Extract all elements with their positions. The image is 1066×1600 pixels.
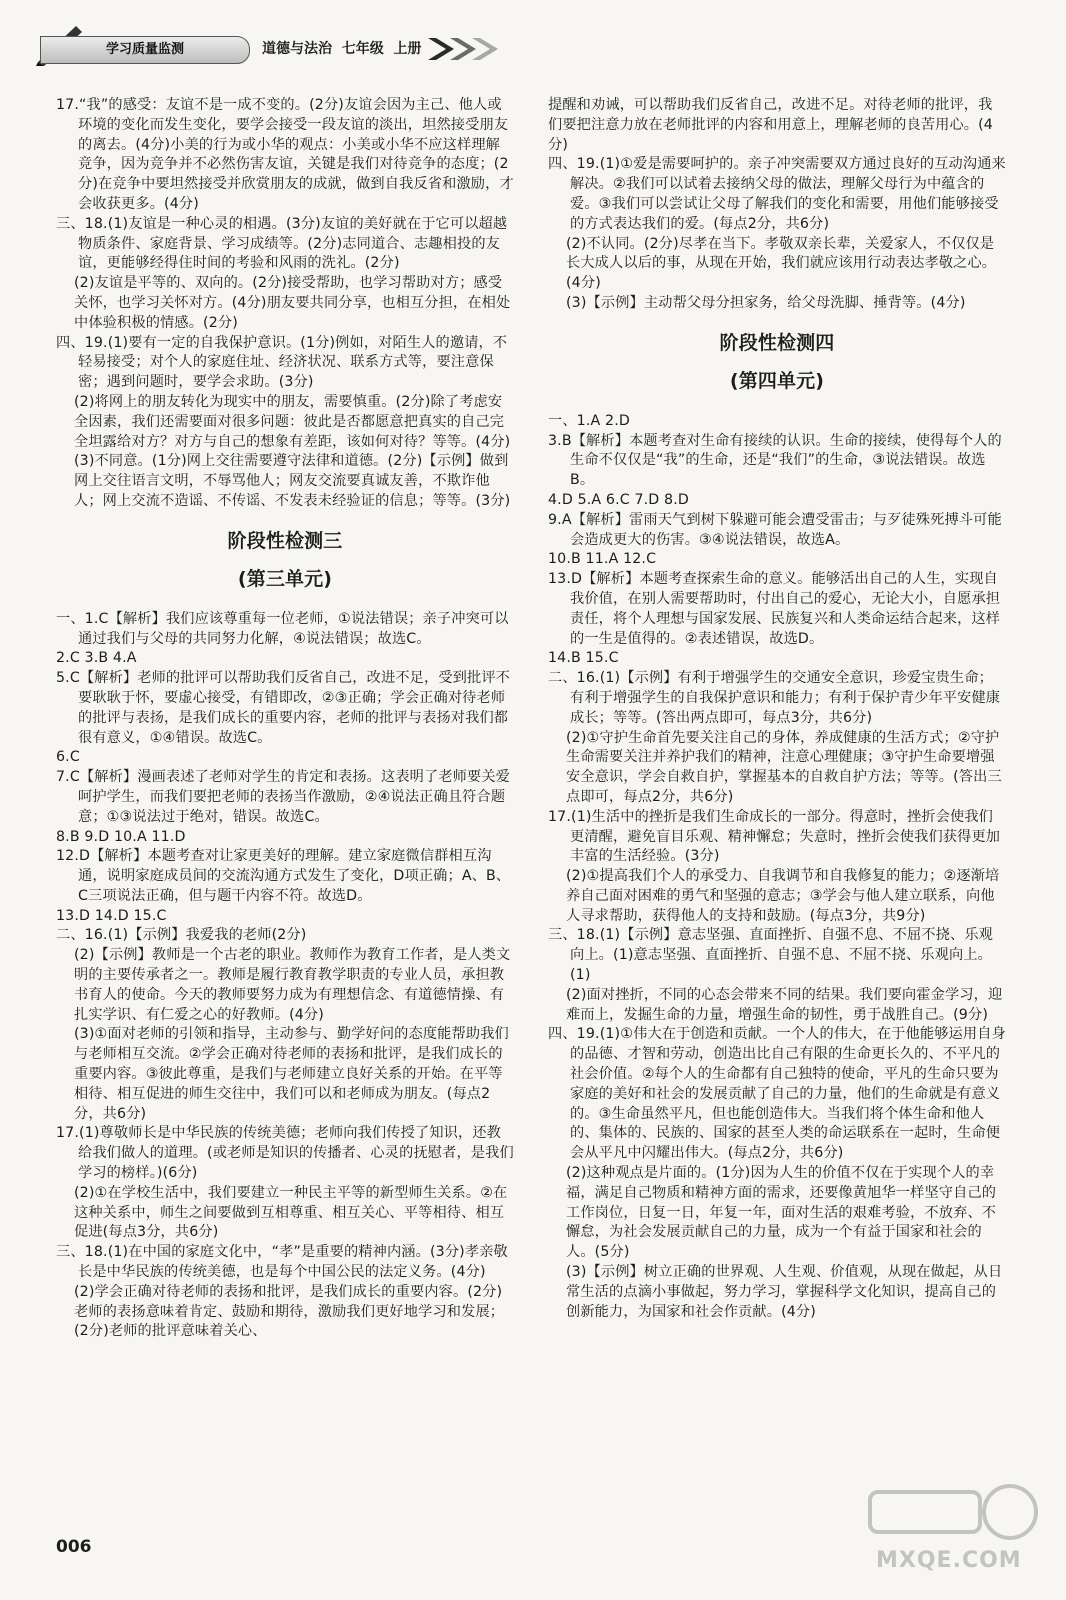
brand-label: 学习质量监测 [40,36,250,64]
answer-paragraph: 10.B 11.A 12.C [548,551,657,568]
page-number: 006 [56,1537,92,1557]
answer-paragraph: (3)不同意。(1分)网上交往需要遵守法律和道德。(2分)【示例】做到网上交往语言文明，不辱骂他人；网友交流要真诚友善，不欺诈他人；网上交流不造谣、不传谣、不发表未经验证的信息；等等。(3分) [74,453,511,509]
answer-paragraph: 17.(1)尊敬师长是中华民族的传统美德；老师向我们传授了知识，还教给我们做人的道理。(或老师是知识的传播者、心灵的抚慰者，是我们学习的榜样。)(6分) [56,1125,514,1182]
answer-paragraph: 一、1.A 2.D [548,412,630,429]
answer-paragraph: 7.C【解析】漫画表述了老师对学生的肯定和表扬。这表明了老师要关爱呵护学生，而我们要把老师的表扬当作激励，②④说法正确且符合题意；①③说法过于绝对，错误。故选C。 [56,769,511,825]
right-column [548,96,1006,1322]
answer-paragraph: (2)【示例】教师是一个古老的职业。教师作为教育工作者，是人类文明的主要传承者之一。教师是履行教育教学职责的专业人员，承担教书育人的使命。今天的教师要努力成为有理想信念、有道德情操、有扎实学识、有仁爱之心的好教师。(4分) [74,947,511,1023]
watermark-logo-icon [860,1478,1040,1548]
answer-paragraph: 四、19.(1)①伟大在于创造和贡献。一个人的伟大，在于他能够运用自身的品德、才智和劳动，创造出比自己有限的生命更长久的、不平凡的社会价值。②每个人的生命都有自己独特的使命，平凡的生命只要为家庭的美好和社会的发展贡献了自己的力量，他们的生命就是有意义的。③生命虽然平凡，但也能创造伟大。当我们将个体生命和他人的、集体的、民族的、国家的甚至人类的命运联系在一起时，生命便会从平凡中闪耀出伟大。(每点2分，共6分) [548,1026,1006,1162]
answer-paragraph: 5.C【解析】老师的批评可以帮助我们反省自己，改进不足，受到批评不要耿耿于怀，要虚心接受，有错即改，②③正确；学会正确对待老师的批评与表扬，是我们成长的重要内容，老师的批评与表扬对我们都很有意义，①④错误。故选C。 [56,670,511,746]
watermark [860,1478,1040,1588]
answer-paragraph: 二、16.(1)【示例】有利于增强学生的交通安全意识，珍爱宝贵生命；有利于增强学生的自我保护意识和能力；有利于保护青少年平安健康成长；等等。(答出两点即可，每点3分，共6分) [548,670,1001,726]
section-title: 阶段性检测四 [719,331,835,354]
answer-paragraph: 13.D 14.D 15.C [56,907,167,924]
answer-paragraph: 2.C 3.B 4.A [56,650,137,667]
answer-paragraph: 17.(1)生活中的挫折是我们生命成长的一部分。得意时，挫折会使我们更清醒，避免盲目乐观、精神懈怠；失意时，挫折会使我们获得更加丰富的生活经验。(3分) [548,808,1001,865]
answer-paragraph: 12.D【解析】本题考查对让家更美好的理解。建立家庭微信群相互沟通，说明家庭成员间的交流沟通方式发生了变化，D项正确；A、B、C三项说法正确，但与题干内容不符。故选D。 [56,848,511,904]
answer-paragraph: 三、18.(1)【示例】意志坚强、直面挫折、自强不息、不屈不挠、乐观向上。(1)意志坚强、直面挫折、自强不息、不屈不挠、乐观向上。(1) [548,927,994,984]
answer-paragraph: (2)①守护生命首先要关注自己的身体，养成健康的生活方式；②守护生命需要关注并养护我们的精神，注意心理健康；③守护生命要增强安全意识，学会自救自护，掌握基本的自救自护方法；等等。(答出三点即可，每点2分，共6分) [566,729,1002,805]
answer-paragraph: 13.D【解析】本题考查探索生命的意义。能够活出自己的人生，实现自我价值，在别人需要帮助时，付出自己的爱心，无论大小，自愿承担责任，将个人理想与国家发展、民族复兴和人类命运结合起来，这样的一生是值得的。②表述错误，故选D。 [548,571,1001,647]
answer-paragraph: 14.B 15.C [548,650,619,667]
subject-label: 道德与法治 七年级 上册 [262,41,422,57]
answer-paragraph: 一、1.C【解析】我们应该尊重每一位老师，①说法错误；亲子冲突可以通过我们与父母的共同努力化解，④说法错误；故选C。 [56,610,509,647]
answer-paragraph: 三、18.(1)在中国的家庭文化中，“孝”是重要的精神内涵。(3分)孝亲敬长是中华民族的传统美德，也是每个中国公民的法定义务。(4分) [56,1244,508,1281]
answer-paragraph: (3)【示例】树立正确的世界观、人生观、价值观，从现在做起，从日常生活的点滴小事做起，努力学习，掌握科学文化知识，提高自己的创新能力，为国家和社会作贡献。(4分) [566,1264,1003,1320]
answer-paragraph: (2)①在学校生活中，我们要建立一种民主平等的新型师生关系。②在这种关系中，师生之间要做到互相尊重、相互关心、平等相待、相互促进(每点3分，共6分) [74,1184,508,1241]
answer-paragraph: 四、19.(1)①爱是需要呵护的。亲子冲突需要双方通过良好的互动沟通来解决。②我们可以试着去接纳父母的做法，理解父母行为中蕴含的爱。③我们可以尝试让父母了解我们的变化和需要，用他们能够接受的方式表达我们的爱。(每点2分，共6分) [548,156,1006,232]
section-subtitle: (第三单元) [237,567,333,590]
chevron-arrows-icon [428,36,508,62]
answer-paragraph: 8.B 9.D 10.A 11.D [56,828,186,845]
answer-paragraph: (3)【示例】主动帮父母分担家务，给父母洗脚、捶背等。(4分) [566,294,966,311]
page-header [40,30,500,70]
answer-paragraph: 二、16.(1)【示例】我爱我的老师(2分) [56,927,307,944]
section-subtitle: (第四单元) [729,369,825,392]
answer-paragraph: 提醒和劝诫，可以帮助我们反省自己，改进不足。对待老师的批评，我们要把注意力放在老师批评的内容和用意上，理解老师的良苦用心。(4分) [548,97,993,153]
answer-paragraph: (2)不认同。(2分)尽孝在当下。孝敬双亲长辈，关爱家人，不仅仅是长大成人以后的事，从现在开始，我们就应该用行动表达孝敬之心。(4分) [566,235,997,292]
answer-paragraph: (2)面对挫折，不同的心态会带来不同的结果。我们要向霍金学习，迎难而上，发掘生命的力量，增强生命的韧性，勇于战胜自己。(9分) [566,986,1003,1023]
watermark-text: MXQE.COM [876,1548,1022,1573]
answer-paragraph: (2)友谊是平等的、双向的。(2分)接受帮助，也学习帮助对方；感受关怀，也学习关怀对方。(4分)朋友要共同分享，也相互分担，在相处中体验积极的情感。(2分) [74,275,511,331]
answer-paragraph: 三、18.(1)友谊是一种心灵的相遇。(3分)友谊的美好就在于它可以超越物质条件、家庭背景、学习成绩等。(2分)志同道合、志趣相投的友谊，更能够经得住时间的考验和风雨的洗礼。(2分) [56,215,508,272]
answer-paragraph: 17.“我”的感受：友谊不是一成不变的。(2分)友谊会因为主己、他人或环境的变化而发生变化，要学会接受一段友谊的淡出，坦然接受朋友的离去。(4分)小美的行为或小华的观点：小美或小华不应这样理解竞争，因为竞争并不必然伤害友谊，关键是我们对待竞争的态度；(2分)在竞争中要坦然接受并欣赏朋友的成就，做到自我反省和激励，才会收获更多。(4分) [56,97,514,212]
answer-paragraph: (2)这种观点是片面的。(1分)因为人生的价值不仅在于实现个人的幸福，满足自己物质和精神方面的需求，还要像黄旭华一样坚守自己的工作岗位，日复一日，年复一年，面对生活的艰难考验，不放弃、不懈怠，为社会发展贡献自己的力量，成为一个有益于国家和社会的人。(5分) [566,1165,997,1261]
section-title: 阶段性检测三 [227,529,343,552]
left-column [56,96,514,1342]
answer-paragraph: (3)①面对老师的引领和指导，主动参与、勤学好问的态度能帮助我们与老师相互交流。②学会正确对待老师的表扬和批评，是我们成长的重要内容。③彼此尊重，是我们与老师建立良好关系的开始。在平等相待、相互促进的师生交往中，我们可以和老师成为朋友。(每点2分，共6分) [74,1026,509,1122]
answer-paragraph: 6.C [56,749,80,766]
answer-paragraph: 9.A【解析】雷雨天气到树下躲避可能会遭受雷击；与歹徒殊死搏斗可能会造成更大的伤害。③④说法错误，故选A。 [548,511,1002,548]
answer-paragraph: 3.B【解析】本题考查对生命有接续的认识。生命的接续，使得每个人的生命不仅仅是“我”的生命，还是“我们”的生命，③说法错误。故选B。 [548,432,1002,489]
answer-paragraph: 四、19.(1)要有一定的自我保护意识。(1分)例如，对陌生人的邀请，不轻易接受；对个人的家庭住址、经济状况、联系方式等，要注意保密；遇到问题时，要学会求助。(3分) [56,334,508,391]
answer-paragraph: (2)将网上的朋友转化为现实中的朋友，需要慎重。(2分)除了考虑安全因素，我们还需要面对很多问题：彼此是否都愿意把真实的自己完全坦露给对方？对方与自己的想象有差距，该如何对待？等等。(4分) [74,393,511,450]
answer-paragraph: (2)学会正确对待老师的表扬和批评，是我们成长的重要内容。(2分)老师的表扬意味着肯定、鼓励和期待，激励我们更好地学习和发展；(2分)老师的批评意味着关心、 [74,1283,505,1340]
answer-paragraph: 4.D 5.A 6.C 7.D 8.D [548,491,689,508]
answer-paragraph: (2)①提高我们个人的承受力、自我调节和自我修复的能力；②逐渐培养自己面对困难的勇气和坚强的意志；③学会与他人建立联系，向他人寻求帮助，获得他人的支持和鼓励。(每点3分，共9分) [566,868,1000,924]
